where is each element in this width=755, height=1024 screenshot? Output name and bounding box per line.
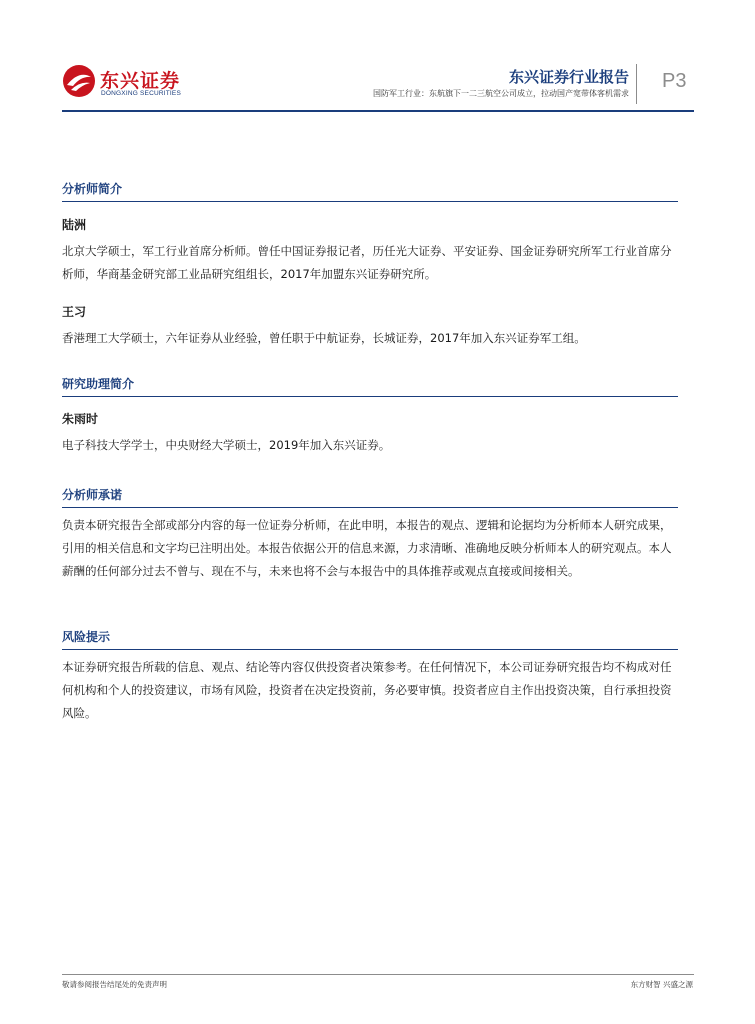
section-heading-analyst-intro: 分析师简介 <box>62 180 678 202</box>
report-subtitle: 国防军工行业：东航旗下一二三航空公司成立，拉动国产宽带体客机需求 <box>373 89 629 98</box>
company-logo-mark-icon <box>62 64 96 98</box>
footer-rule <box>62 974 694 975</box>
logo-chinese-name: 东兴证券 <box>100 70 181 92</box>
section-heading-risk-notice: 风险提示 <box>62 628 678 650</box>
assistant-bio: 电子科技大学学士，中央财经大学硕士，2019年加入东兴证券。 <box>62 438 391 452</box>
page-number: P3 <box>662 70 687 92</box>
header-rule <box>62 110 694 112</box>
analyst-name: 王习 <box>62 305 87 319</box>
footer-disclaimer-note: 敬请参阅报告结尾处的免责声明 <box>62 980 167 989</box>
section-heading-assistant-intro: 研究助理简介 <box>62 375 678 397</box>
logo-english-name: DONGXING SECURITIES <box>101 90 182 97</box>
analyst-bio: 香港理工大学硕士，六年证券从业经验，曾任职于中航证券，长城证券，2017年加入东兴证券军工组。 <box>62 331 586 345</box>
risk-notice-text: 本证券研究报告所载的信息、观点、结论等内容仅供投资者决策参考。在任何情况下，本公司证券研究报告均不构成对任何机构和个人的投资建议，市场有风险，投资者在决定投资前，务必要审慎。投资者应自主作出投资决策，自行承担投资风险。 <box>62 660 672 720</box>
assistant-name: 朱雨时 <box>62 412 99 426</box>
header-divider <box>636 64 637 104</box>
footer-slogan: 东方财智 兴盛之源 <box>630 980 693 989</box>
analyst-name: 陆洲 <box>62 218 87 232</box>
section-heading-analyst-pledge: 分析师承诺 <box>62 486 678 508</box>
report-title: 东兴证券行业报告 <box>508 68 629 86</box>
analyst-bio: 北京大学硕士，军工行业首席分析师。曾任中国证券报记者，历任光大证券、平安证券、国金证券研究所军工行业首席分析师，华商基金研究部工业品研究组组长，2017年加盟东兴证券研究所。 <box>62 244 672 281</box>
company-logo <box>62 62 182 102</box>
analyst-pledge-text: 负责本研究报告全部或部分内容的每一位证券分析师，在此申明，本报告的观点、逻辑和论据均为分析师本人研究成果，引用的相关信息和文字均已注明出处。本报告依据公开的信息来源，力求清晰、准确地反映分析师本人的研究观点。本人薪酬的任何部分过去不曾与、现在不与，未来也将不会与本报告中的具体推荐或观点直接或间接相关。 <box>62 518 672 578</box>
